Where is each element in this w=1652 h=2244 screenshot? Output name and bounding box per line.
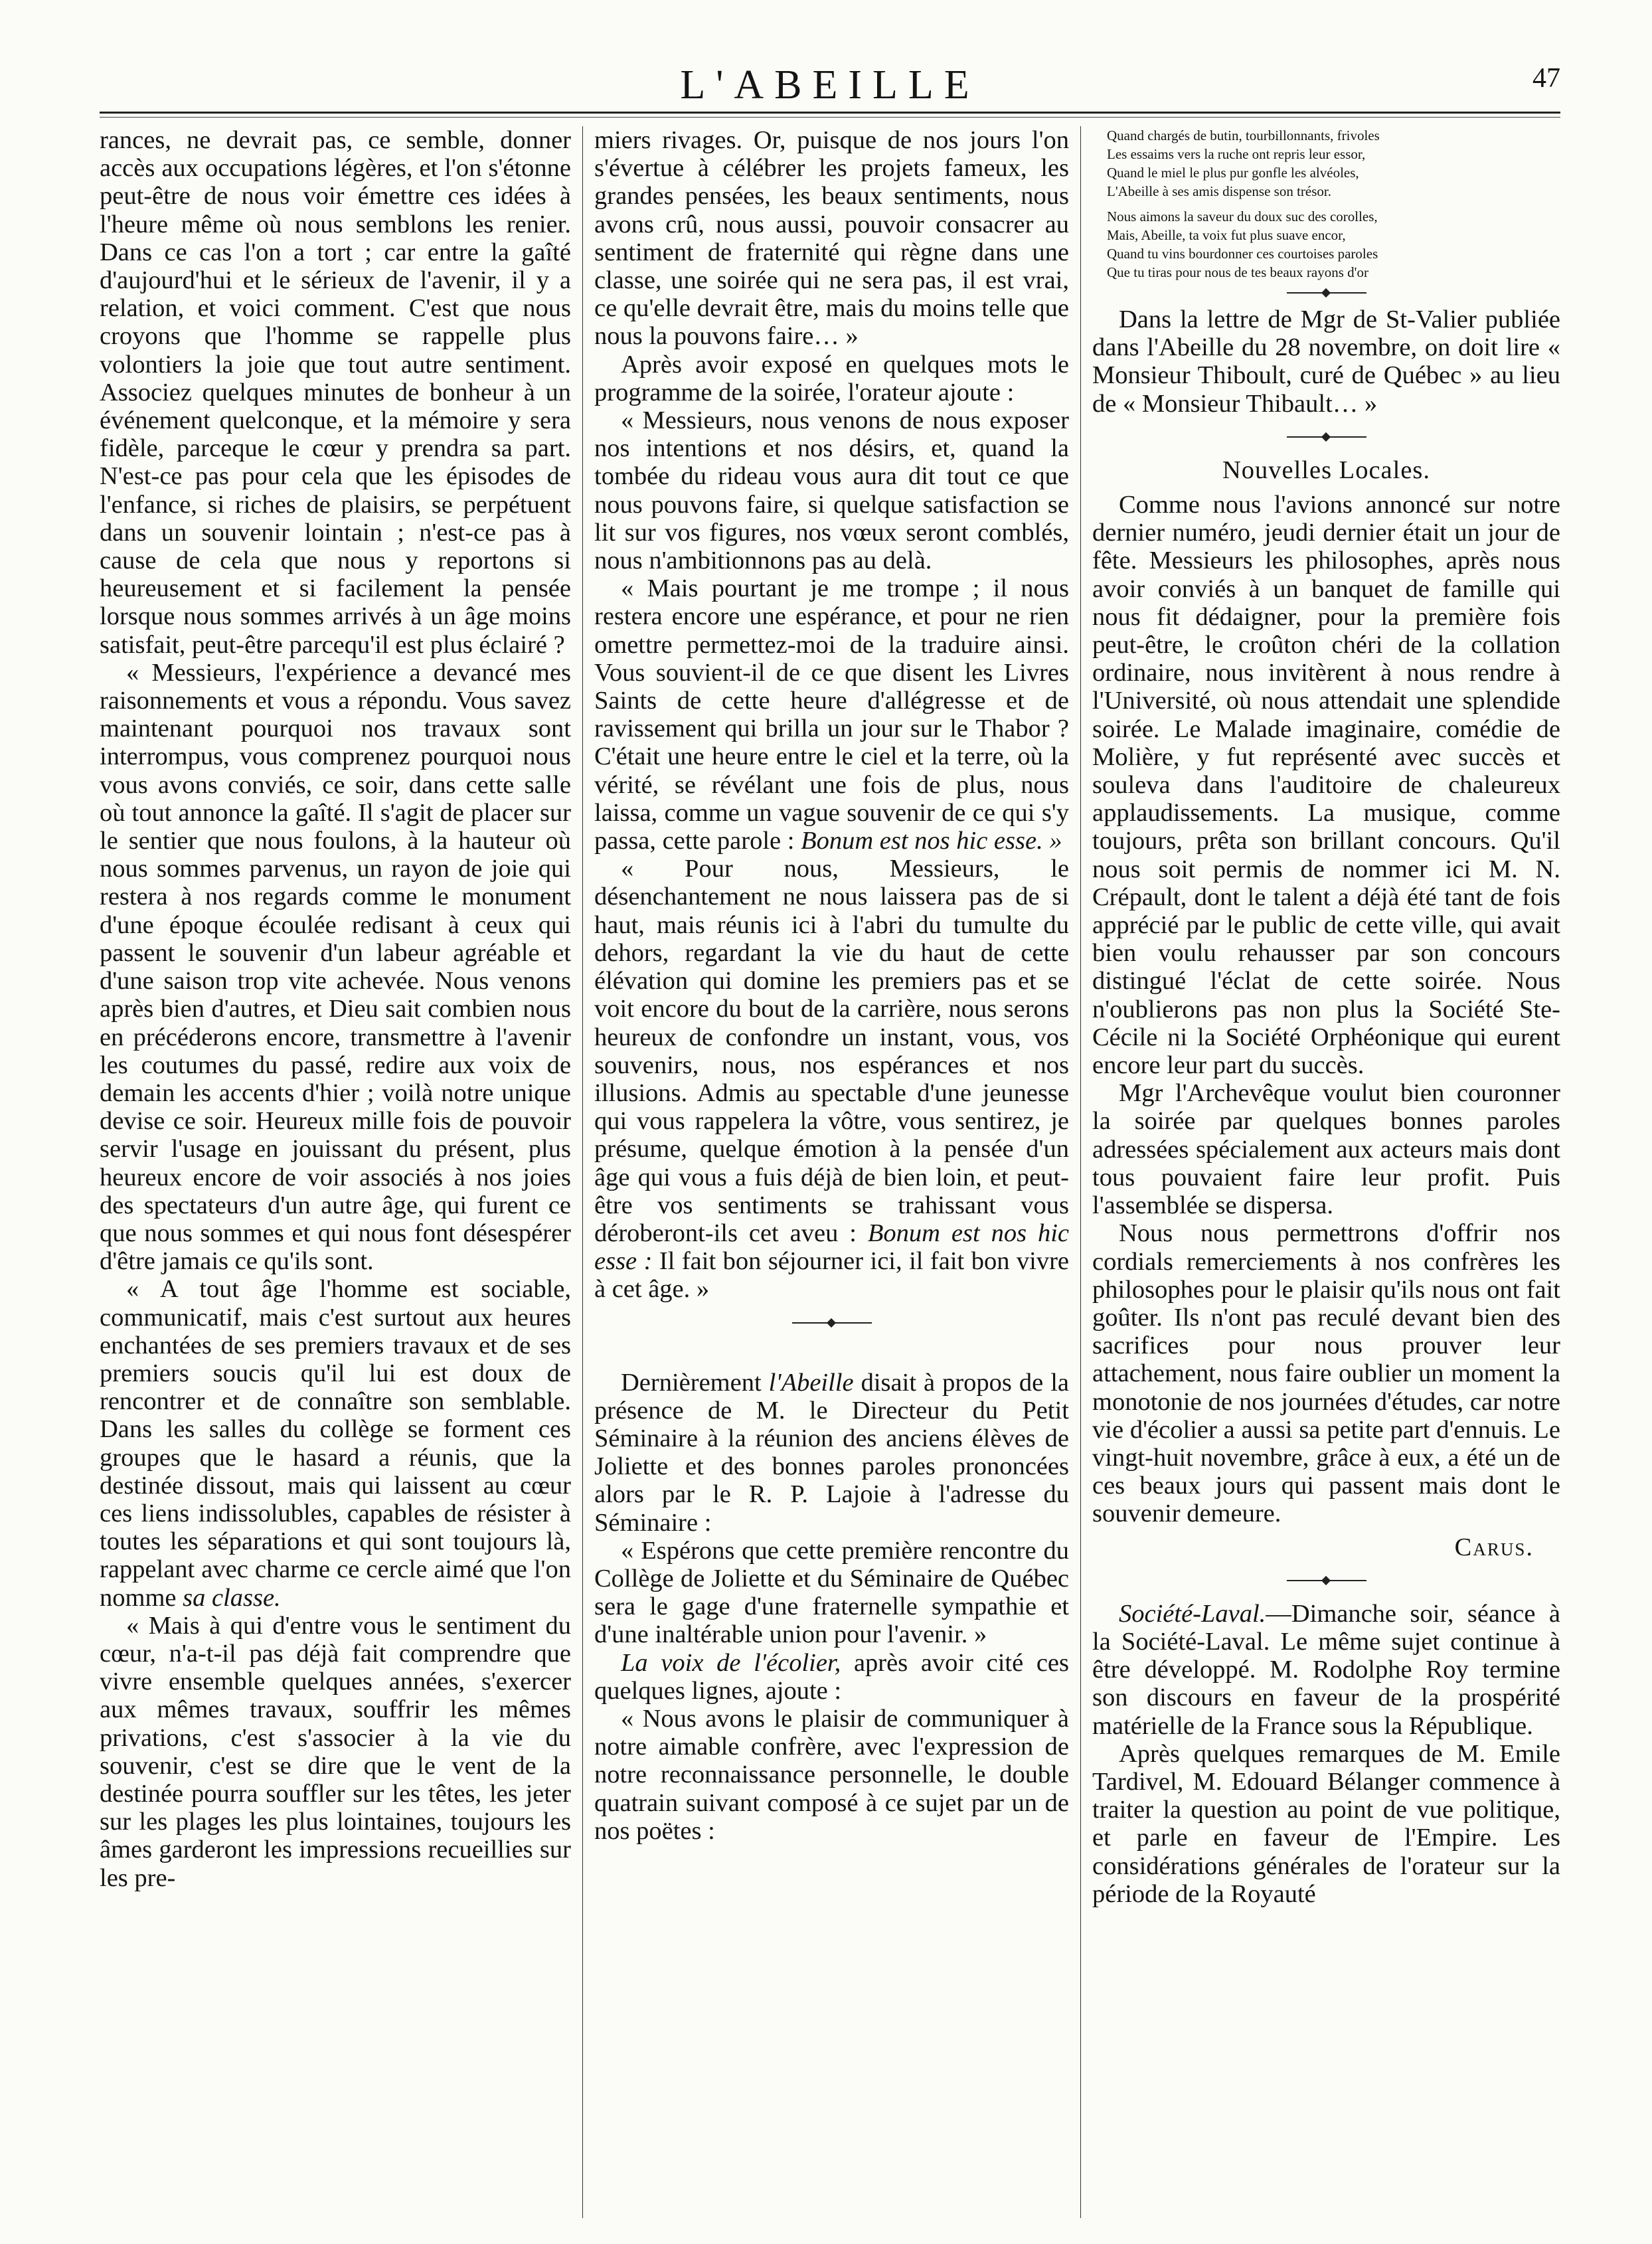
header-rule xyxy=(100,112,1560,114)
paragraph: « A tout âge l'homme est sociable, communicatif, mais c'est surtout aux heures enchantées de ses premiers travaux et de ses premiers soucis qu'il lui est doux de rencontrer et de connaître son semblable. Dans les salles du collège se forment ces groupes que le hasard a réunis, que la destinée dissout, mais qui laissent au cœur ces liens indissolubles, capables de résister à toutes les séparations et qui sont toujours là, rappelant avec charme ce cercle aimé que l'on nomme sa classe. xyxy=(100,1275,571,1612)
poem-line: Quand tu vins bourdonner ces courtoises paroles xyxy=(1107,246,1378,262)
newspaper-title: L'ABEILLE xyxy=(680,62,980,108)
paragraph: « Mais pourtant je me trompe ; il nous restera encore une espérance, et pour ne rien omettre permettez-moi de la traduire ainsi. Vous souvient-il de ce que disent les Livres Saints de cette heure d'allégresse et de ravissement qui brilla un jour sur le Thabor ? C'était une heure entre le ciel et la terre, où la vérité, se révélant une fois de plus, nous laissa, comme un vague souvenir de ce qui s'y passa, cette parole : Bonum est nos hic esse. » xyxy=(594,574,1069,855)
section-title: Nouvelles Locales. xyxy=(1222,456,1431,484)
paragraph: Après avoir exposé en quelques mots le programme de la soirée, l'orateur ajoute : xyxy=(594,350,1069,406)
correction-note: Dans la lettre de Mgr de St-Valier publiée dans l'Abeille du 28 novembre, on doit lire « Monsieur Thiboult, curé de Québec » au lieu de « Monsieur Thibault… » xyxy=(1092,305,1560,418)
poem-line: Que tu tiras pour nous de tes beaux rayons d'or xyxy=(1107,264,1368,280)
paragraph: « Pour nous, Messieurs, le désenchantement ne nous laissera pas de si haut, mais réunis ici à l'abri du tumulte du dehors, regardant la vie du haut de cette élévation qui domine les premiers pas et se voit encore du bout de la carrière, nous serons heureux de confondre un instant, vous, vos souvenirs, nous, nos espérances et nos illusions. Admis au spectable d'une jeunesse qui vous rappelera la vôtre, vous sentirez, je présume, quelque émotion à la pensée d'un âge qui vous a fuis déjà de bien loin, et peut-être vos sentiments se trahissant vous déroberont-ils cet aveu : Bonum est nos hic esse : Il fait bon séjourner ici, il fait bon vivre à cet âge. » xyxy=(594,855,1069,1304)
paragraph: Société-Laval.—Dimanche soir, séance à la Société-Laval. Le même sujet continue à être développé. M. Rodolphe Roy termine son discours en faveur de la prospérité matérielle de la France sous la République. xyxy=(1092,1599,1560,1740)
column-3 xyxy=(1092,126,1560,2218)
column-1 xyxy=(100,126,571,2218)
paragraph: Après quelques remarques de M. Emile Tardivel, M. Edouard Bélanger commence à traiter la question au point de vue politique, et parle en faveur de l'Empire. Les considérations générales de l'orateur sur la période de la Royauté xyxy=(1092,1739,1560,1908)
paragraph: Mgr l'Archevêque voulut bien couronner la soirée par quelques bonnes paroles adressées spécialement aux acteurs mais dont tous pouvaient faire leur profit. Puis l'assemblée se dispersa. xyxy=(1092,1079,1560,1220)
poem-line: L'Abeille à ses amis dispense son trésor. xyxy=(1107,183,1331,199)
masthead xyxy=(100,58,1560,112)
poem-line: Les essaims vers la ruche ont repris leur essor, xyxy=(1107,146,1366,162)
signature: Carus. xyxy=(1454,1533,1534,1561)
paragraph: Comme nous l'avions annoncé sur notre dernier numéro, jeudi dernier était un jour de fête. Messieurs les philosophes, après nous avoir conviés à un banquet de famille qui nous fit dédaigner, pour la première fois peut-être, le croûton chéri de la collation ordinaire, nous invitèrent à nous rendre à l'Université, où nous attendait une splendide soirée. Le Malade imaginaire, comédie de Molière, y fut représenté avec succès et souleva dans l'auditoire de chaleureux applaudissements. La musique, comme toujours, prêta son brillant concours. Qu'il nous soit permis de nommer ici M. N. Crépault, dont le talent a déjà été tant de fois apprécié par le public de cette ville, qui avait bien voulu rehausser par son concours distingué l'éclat de cette soirée. Nous n'oublierons pas non plus la Société Ste-Cécile ni la Société Orphéonique qui eurent encore leur part du succès. xyxy=(1092,491,1560,1080)
poem-line: Quand le miel le plus pur gonfle les alvéoles, xyxy=(1107,165,1359,181)
section-separator xyxy=(792,1318,872,1328)
paragraph: « Nous avons le plaisir de communiquer à notre aimable confrère, avec l'expression de notre reconnaissance personnelle, le double quatrain suivant composé à ce sujet par un de nos poëtes : xyxy=(594,1704,1069,1845)
page-number: 47 xyxy=(1532,63,1560,94)
quotation: « Espérons que cette première rencontre du Collège de Joliette et du Séminaire de Québec sera le gage d'une fraternelle sympathie et d'une inaltérable union pour l'avenir. » xyxy=(594,1536,1069,1649)
section-separator xyxy=(1287,432,1366,442)
paragraph: Dernièrement l'Abeille disait à propos de la présence de M. le Directeur du Petit Séminaire à la réunion des anciens élèves de Joliette et des bonnes paroles prononcées alors par le R. P. Lajoie à l'adresse du Séminaire : xyxy=(594,1368,1069,1537)
paragraph: « Messieurs, l'expérience a devancé mes raisonnements et vous a répondu. Vous savez maintenant pourquoi nos travaux sont interrompus, vous comprenez pourquoi nous vous avons conviés, ce soir, dans cette salle où tout annonce la gaîté. Il s'agit de placer sur le sentier que nous foulons, à la hauteur où nous sommes parvenus, un rayon de joie qui restera à nos regards comme le monument d'une époque écoulée redisant à ceux qui passent le souvenir d'un labeur agréable et d'une saison trop vite achevée. Nous venons après bien d'autres, et Dieu sait combien nous en précéderons encore, transmettre à l'avenir les coutumes du passé, redire aux voix de demain les accents d'hier ; voilà notre unique devise ce soir. Heureux mille fois de pouvoir servir l'usage en jouissant du présent, plus heureux encore de voir associés à nos joies des spectateurs d'un autre âge, qui furent ce que nous sommes et qui nous font désespérer d'être jamais ce qu'ils sont. xyxy=(100,658,571,1276)
paragraph: La voix de l'écolier, après avoir cité ces quelques lignes, ajoute : xyxy=(594,1648,1069,1705)
poem-stanza-2 xyxy=(1092,207,1560,282)
paragraph: miers rivages. Or, puisque de nos jours l'on s'évertue à célébrer les projets fameux, les grandes pensées, les beaux sentiments, nous avons crû, nous aussi, pouvoir consacrer au sentiment de fraternité qui règne dans une classe, une soirée qui ne sera pas, il est vrai, ce qu'elle devrait être, mais du moins telle que nous la pouvons faire… » xyxy=(594,126,1069,351)
column-rule-1 xyxy=(582,126,583,2218)
column-rule-2 xyxy=(1080,126,1081,2218)
poem-line: Quand chargés de butin, tourbillonnants, frivoles xyxy=(1107,128,1380,143)
thin-rule xyxy=(1287,288,1366,298)
item-label: Société-Laval. xyxy=(1119,1599,1266,1628)
poem-line: Mais, Abeille, ta voix fut plus suave encor, xyxy=(1107,227,1346,243)
paragraph: « Mais à qui d'entre vous le sentiment du cœur, n'a-t-il pas déjà fait comprendre que vivre ensemble quelques années, s'exercer aux mêmes travaux, souffrir les mêmes privations, c'est s'associer à la vie du souvenir, c'est se dire que le vent de la destinée pourra souffler sur les têtes, les jeter sur les plages les plus lointaines, toujours les âmes garderont les impressions recueillies sur les pre- xyxy=(100,1611,571,1892)
poem-line: Nous aimons la saveur du doux suc des corolles, xyxy=(1107,209,1378,224)
column-2 xyxy=(594,126,1069,2218)
header-rule-thin xyxy=(100,117,1560,118)
paragraph: « Messieurs, nous venons de nous exposer nos intentions et nos désirs, et, quand la tombée du rideau vous aura dit tout ce que nous pouvons faire, si quelque satisfaction se lit sur vos figures, nos vœux seront comblés, nous n'ambitionnons pas au delà. xyxy=(594,406,1069,575)
paragraph: rances, ne devrait pas, ce semble, donner accès aux occupations légères, et l'on s'étonne peut-être de nous voir émettre ces idées à l'heure même où nous semblons les renier. Dans ce cas l'on a tort ; car entre la gaîté d'aujourd'hui et le sérieux de l'avenir, il y a relation, et voici comment. C'est que nous croyons que l'homme se rappelle plus volontiers la joie que tout autre sentiment. Associez quelques minutes de bonheur à un événement quelconque, et la mémoire y sera fidèle, parceque le cœur y prendra sa part. N'est-ce pas pour cela que les épisodes de l'enfance, si riches de plaisirs, se perpétuent dans un souvenir lointain ; n'est-ce pas à cause de cela que nous y reportons si heureusement et si facilement la pensée lorsque nous sommes arrivés à un âge moins satisfait, peut-être parcequ'il est plus éclairé ? xyxy=(100,126,571,659)
section-separator xyxy=(1287,1576,1366,1585)
paragraph: Nous nous permettrons d'offrir nos cordials remerciements à nos confrères les philosophes pour le plaisir qu'ils nous ont fait goûter. Ils n'ont pas reculé devant bien des sacrifices pour nous prouver leur attachement, nous faire oublier un moment la monotonie de nos journées d'études, car notre vie d'écolier a aussi sa petite part d'ennuis. Le vingt-huit novembre, grâce à eux, a été un de ces beaux jours qui passent mais dont le souvenir demeure. xyxy=(1092,1219,1560,1528)
poem-stanza-1 xyxy=(1092,126,1560,201)
